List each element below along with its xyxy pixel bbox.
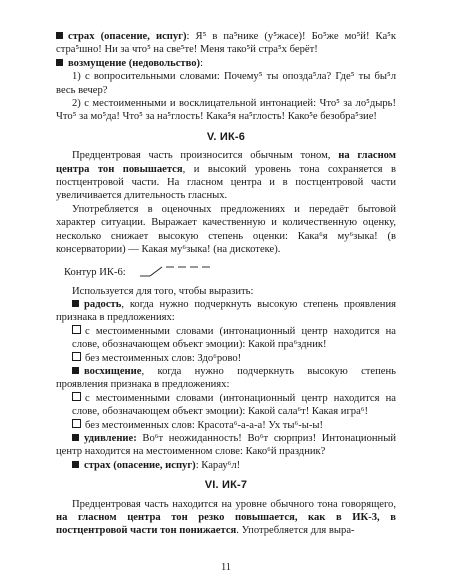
bullet-square-icon bbox=[72, 300, 79, 307]
ik6-desc-a: Предцентровая часть произносится обычным тоном, bbox=[72, 150, 331, 162]
vozm-label: возмущение (недовольство) bbox=[68, 57, 201, 69]
fear-paren: (опасение, испуг) bbox=[113, 459, 196, 471]
vozm-paragraph bbox=[56, 57, 396, 70]
bullet-square-icon bbox=[56, 32, 63, 39]
ik7-desc-a: Предцентровая часть находится на уровне обычного тона говорящего, bbox=[72, 498, 396, 510]
ik7-desc-bold: на гласном центра тон резко повышается, как в ИК-3, в постцентровой части тон понижается bbox=[56, 512, 396, 537]
strakh-examples: : Я⁵ в па⁵нике (у⁵жасе)! Бо⁵же мо⁵й! Ка⁵к стра⁵шно! Ни за что⁵ на све⁵те! Меня тако⁵й стра⁵х берёт! bbox=[56, 31, 396, 56]
joy-item-a bbox=[56, 325, 396, 352]
checkbox-square-icon bbox=[72, 419, 81, 428]
strakh-label: страх bbox=[68, 31, 95, 42]
section-heading-ik6: V. ИК-6 bbox=[206, 130, 246, 143]
joy-b-text: без местоименных слов: Здо⁶рово! bbox=[85, 352, 242, 364]
joy-a-text: с местоименными словами (интонационный центр находится на слове, обозначающем объект эмоции): Какой пра⁶здник! bbox=[72, 325, 396, 351]
ik7-desc-c: . Употребляется для выра- bbox=[236, 525, 355, 537]
bullet-square-icon bbox=[72, 434, 79, 441]
admiration-paragraph bbox=[56, 365, 396, 392]
surprise-label: удивление: bbox=[84, 432, 137, 444]
fear-text: : Карау⁶л! bbox=[195, 459, 241, 471]
strakh-paren: (опасение, испуг) bbox=[100, 31, 187, 42]
ik6-desc-bold: на гласном центра тон повышается bbox=[56, 150, 396, 175]
joy-item-b bbox=[56, 352, 396, 365]
contour-diagram-icon bbox=[140, 263, 230, 279]
checkbox-square-icon bbox=[72, 325, 81, 334]
ik6-description bbox=[56, 149, 396, 203]
page-number: 11 bbox=[220, 562, 232, 573]
section-heading-ik7: VI. ИК-7 bbox=[204, 479, 248, 492]
ik6-usage: Употребляется в оценочных предложениях и передаёт бытовой характер ситуации. Выражает качественную и количественную оценку, несколько снижает высокую степень оценки: Кака⁶я му⁶зыка! (в консерватории) — Какая му⁶зыка! (на дискотеке). bbox=[56, 203, 396, 256]
surprise-text: Во⁶т неожиданность! Во⁶т сюрприз! Интонационный центр находится на местоименном слове: Како⁶й праздник? bbox=[56, 432, 396, 458]
bullet-square-icon bbox=[56, 59, 63, 66]
vozm-item-1: 1) с вопросительными словами: Почему⁵ ты опозда⁵ла? Где⁵ ты бы⁵л весь вечер? bbox=[56, 71, 396, 96]
admiration-item-b bbox=[56, 419, 396, 432]
fear-label: страх bbox=[84, 459, 111, 471]
checkbox-square-icon bbox=[72, 352, 81, 361]
page-content bbox=[56, 30, 396, 538]
contour-label: Контур ИК-6: bbox=[64, 266, 126, 278]
admiration-b-text: без местоименных слов: Красота⁶-а-а-а! Ух ты⁶-ы-ы! bbox=[85, 419, 324, 431]
admiration-item-a bbox=[56, 392, 396, 419]
joy-label: радость bbox=[84, 298, 122, 310]
admiration-a-text: с местоименными словами (интонационный центр находится на слове, обозначающем объект эмоции): Какой сала⁶т! Какая игра⁶! bbox=[72, 392, 396, 418]
admiration-label: восхищение bbox=[84, 365, 142, 377]
bullet-square-icon bbox=[72, 461, 79, 468]
checkbox-square-icon bbox=[72, 392, 81, 401]
ik7-description bbox=[56, 498, 396, 538]
fear-paragraph bbox=[56, 459, 396, 472]
joy-text: , когда нужно подчеркнуть высокую степень проявления признака в предложениях: bbox=[56, 298, 396, 324]
joy-paragraph bbox=[56, 298, 396, 325]
vozm-colon: : bbox=[200, 57, 204, 69]
ik6-desc-c: , и высокий уровень тона сохраняется в постцентровой части. На гласном центра и в постцентровой части увеличивается длительность гласных. bbox=[56, 163, 396, 202]
vozm-item-2: 2) с местоименными и восклицательной интонацией: Что⁵ за ло⁵дырь! Что⁵ за мо⁵да! Что⁵ за на⁵глость! Кака⁵я на⁵глость! Како⁵е безобра⁵зие! bbox=[56, 98, 396, 123]
admiration-text: , когда нужно подчеркнуть высокую степень проявления признака в предложениях: bbox=[56, 365, 396, 391]
strakh-paragraph bbox=[56, 30, 396, 57]
surprise-paragraph bbox=[56, 432, 396, 459]
ik6-contour bbox=[56, 263, 396, 281]
ik6-intro: Используется для того, чтобы выразить: bbox=[72, 285, 254, 297]
bullet-square-icon bbox=[72, 367, 79, 374]
